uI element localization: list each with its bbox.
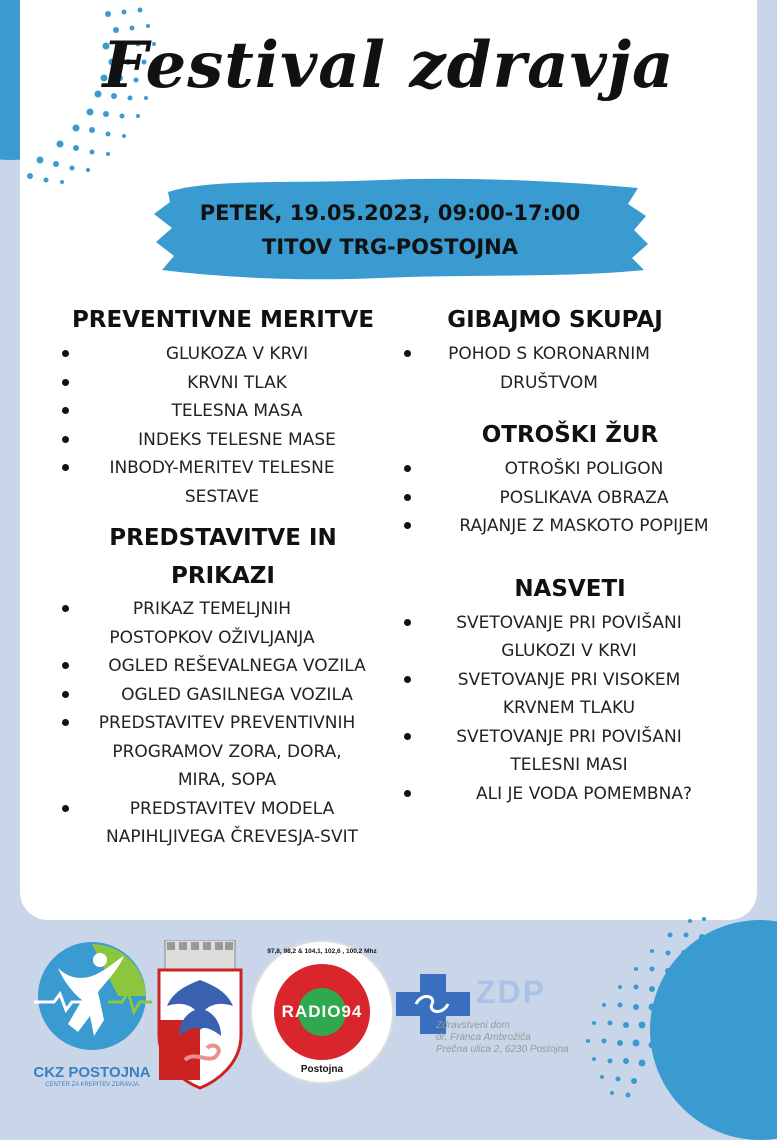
preventive-list [58, 340, 388, 511]
list-item: INBODY-MERITEV TELESNE SESTAVE [58, 454, 388, 511]
ckz-logo [28, 936, 156, 1086]
bullet-icon [62, 662, 69, 669]
kids-party-list [400, 455, 740, 541]
ckz-name: CKZ POSTOJNA [33, 1064, 151, 1081]
bullet-icon [62, 350, 69, 357]
bullet-icon [62, 805, 69, 812]
bullet-icon [404, 350, 411, 357]
section-heading-advice: NASVETI [514, 575, 626, 602]
presentations-list [58, 595, 388, 852]
advice-list [400, 609, 740, 809]
radio94-town: Postojna [300, 1064, 344, 1075]
list-item: PREDSTAVITEV PREVENTIVNIH PROGRAMOV ZORA, DORA, MIRA, SOPA [58, 709, 388, 795]
list-item: GLUKOZA V KRVI [58, 340, 388, 369]
radio94-name: RADIO94 [281, 1002, 363, 1021]
list-item: OGLED GASILNEGA VOZILA [58, 681, 388, 710]
left-column [58, 300, 388, 852]
bullet-icon [62, 464, 69, 471]
sponsor-logos [0, 930, 777, 1100]
list-item: TELESNA MASA [58, 397, 388, 426]
bullet-icon [404, 676, 411, 683]
zdp-name-line2: dr. Franca Ambrožiča [436, 1032, 531, 1043]
move-together-list [400, 340, 740, 397]
bullet-icon [62, 719, 69, 726]
section-heading-preventive: PREVENTIVNE MERITVE [71, 307, 375, 333]
radio94-frequencies: 97,8, 98,2 & 104,1, 102,6 , 100,2 Mhz [267, 948, 377, 955]
list-item: SVETOVANJE PRI POVIŠANI TELESNI MASI [400, 723, 740, 780]
event-date-time: PETEK, 19.05.2023, 09:00-17:00 [199, 201, 581, 225]
bullet-icon [404, 494, 411, 501]
zdp-address: Prečna ulica 2, 6230 Postojna [436, 1044, 569, 1055]
event-info [150, 196, 630, 264]
list-item: PRIKAZ TEMELJNIH POSTOPKOV OŽIVLJANJA [58, 595, 388, 652]
bullet-icon [404, 619, 411, 626]
bullet-icon [62, 379, 69, 386]
list-item: ALI JE VODA POMEMBNA? [400, 780, 740, 809]
zdp-abbreviation: ZDP [476, 974, 546, 1010]
ckz-figure-icon [28, 936, 156, 1056]
postojna-coat-of-arms-icon [155, 940, 245, 1090]
radio94-badge [274, 964, 370, 1060]
list-item: POHOD S KORONARNIM DRUŠTVOM [400, 340, 740, 397]
bullet-icon [404, 522, 411, 529]
zdp-name-line1: Zdravstveni dom [436, 1020, 510, 1031]
page-title: Festival zdravja [102, 28, 675, 103]
list-item: RAJANJE Z MASKOTO POPIJEM [400, 512, 740, 541]
list-item: SVETOVANJE PRI VISOKEM KRVNEM TLAKU [400, 666, 740, 723]
right-column [400, 300, 740, 808]
zdp-logo [396, 974, 616, 1074]
bullet-icon [404, 790, 411, 797]
list-item: SVETOVANJE PRI POVIŠANI GLUKOZI V KRVI [400, 609, 740, 666]
radio94-logo [250, 940, 394, 1084]
bullet-icon [62, 691, 69, 698]
bullet-icon [62, 436, 69, 443]
bullet-icon [62, 407, 69, 414]
list-item: OTROŠKI POLIGON [400, 455, 740, 484]
list-item: OGLED REŠEVALNEGA VOZILA [58, 652, 388, 681]
list-item: POSLIKAVA OBRAZA [400, 484, 740, 513]
section-heading-presentations: PREDSTAVITVE IN PRIKAZI [109, 525, 337, 589]
bullet-icon [62, 605, 69, 612]
list-item: INDEKS TELESNE MASE [58, 426, 388, 455]
event-location: TITOV TRG-POSTOJNA [262, 235, 518, 259]
bullet-icon [404, 465, 411, 472]
section-heading-move-together: GIBAJMO SKUPAJ [447, 307, 663, 333]
list-item: PREDSTAVITEV MODELA NAPIHLJIVEGA ČREVESJA-SVIT [58, 795, 388, 852]
ckz-subtitle: CENTER ZA KREPITEV ZDRAVJA [45, 1082, 139, 1088]
bullet-icon [404, 733, 411, 740]
list-item: KRVNI TLAK [58, 369, 388, 398]
section-heading-kids-party: OTROŠKI ŽUR [481, 422, 659, 448]
